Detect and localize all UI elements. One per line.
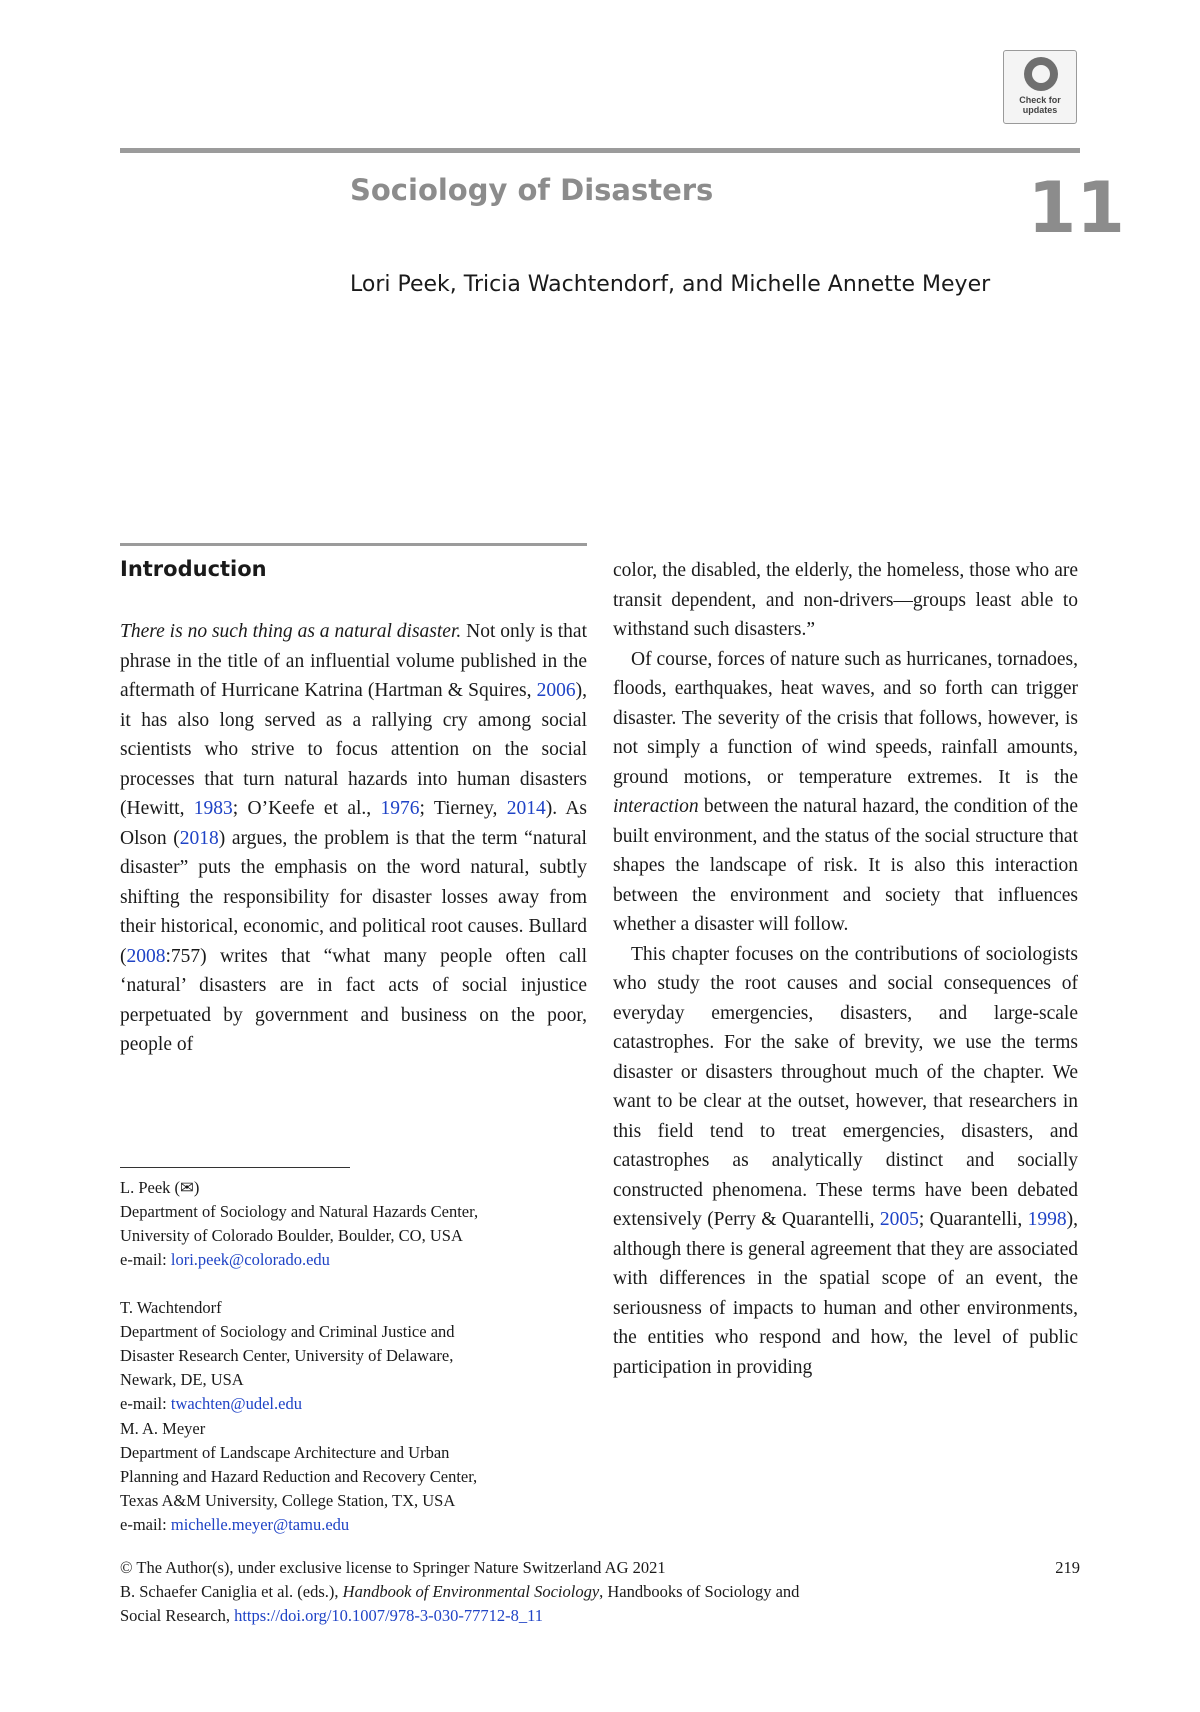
author-name: M. A. Meyer xyxy=(120,1419,206,1438)
email-label: e-mail: xyxy=(120,1515,171,1534)
check-for-updates-badge[interactable] xyxy=(1003,50,1077,124)
author-name: L. Peek (✉) xyxy=(120,1178,200,1197)
affiliation-peek xyxy=(120,1176,590,1272)
copyright-notice: © The Author(s), under exclusive license to Springer Nature Switzerland AG 2021 xyxy=(120,1558,666,1577)
citation-link[interactable]: 1983 xyxy=(193,798,233,819)
badge-label-line1: Check for xyxy=(1019,95,1061,105)
text-run: ; O’Keefe et al., xyxy=(232,798,381,819)
section-heading: Introduction xyxy=(120,557,267,581)
badge-label-line2: updates xyxy=(1022,105,1058,115)
affiliation-line: Newark, DE, USA xyxy=(120,1370,244,1389)
footnote-rule xyxy=(120,1167,350,1168)
text-run: ) argues, the problem is that the term “natural disaster” puts the emphasis on the word natural, subtly shifting the responsibility for disaster losses away from their historical, economic, and political root causes. Bullard ( xyxy=(120,827,587,967)
intro-paragraph xyxy=(120,617,587,1060)
affiliation-line: Department of Sociology and Natural Hazards Center, xyxy=(120,1202,479,1221)
paragraph-2 xyxy=(613,645,1078,940)
affiliation-line: Planning and Hazard Reduction and Recovery Center, xyxy=(120,1467,478,1486)
text-run: ), although there is general agreement that they are associated with differences in the spatial scope of an event, the seriousness of impacts to human and other environments, the entities who respond and how, the level of public participation in providing xyxy=(613,1209,1078,1378)
citation-link[interactable]: 2006 xyxy=(536,680,576,701)
citation-link[interactable]: 1976 xyxy=(380,798,420,819)
doi-link[interactable]: https://doi.org/10.1007/978-3-030-77712-8_11 xyxy=(234,1606,544,1625)
citation-link[interactable]: 2008 xyxy=(126,945,166,967)
text-run: Social Research, xyxy=(120,1606,235,1625)
text-run: , Handbooks of Sociology and xyxy=(599,1582,800,1601)
text-run: ). As Olson ( xyxy=(120,798,588,849)
right-column xyxy=(613,556,1078,1382)
page-number: 219 xyxy=(1055,1558,1080,1577)
citation-link[interactable]: 2018 xyxy=(179,827,219,849)
chapter-number: 11 xyxy=(1027,167,1125,249)
email-link[interactable]: michelle.meyer@tamu.edu xyxy=(170,1515,350,1534)
authors: Lori Peek, Tricia Wachtendorf, and Michelle Annette Meyer xyxy=(350,272,991,297)
affiliation-line: University of Colorado Boulder, Boulder, CO, USA xyxy=(120,1226,463,1245)
citation-link[interactable]: 2005 xyxy=(879,1209,919,1230)
affiliation-meyer xyxy=(120,1417,590,1537)
text-run: This chapter focuses on the contributions of sociologists who study the root causes and social consequences of everyday emergencies, disasters, and large-scale catastrophes. For the sake of brevity, we use the terms disaster or disasters throughout much of the chapter. We want to be clear at the outset, however, that researchers in this field tend to treat emergencies, disasters, and catastrophes as analytically distinct and socially constructed phenomena. These terms have been debated extensively (Perry & Quarantelli, xyxy=(613,943,1078,1230)
email-link[interactable]: lori.peek@colorado.edu xyxy=(170,1250,330,1269)
email-label: e-mail: xyxy=(120,1250,171,1269)
text-run: Not only is that phrase in the title of an influential volume published in the aftermath of Hurricane Katrina (Hartman & Squires, xyxy=(120,621,587,701)
email-link[interactable]: twachten@udel.edu xyxy=(170,1394,302,1413)
book-title: Handbook of Environmental Sociology xyxy=(342,1582,600,1601)
email-label: e-mail: xyxy=(120,1394,171,1413)
affiliation-line: Department of Landscape Architecture and Urban xyxy=(120,1443,450,1462)
text-run: ), it has also long served as a rallying cry among social scientists who strive to focus attention on the social processes that turn natural hazards into human disasters (Hewitt, xyxy=(120,680,587,819)
crossmark-icon xyxy=(1024,57,1058,91)
citation-link[interactable]: 1998 xyxy=(1027,1209,1067,1230)
paragraph-3 xyxy=(613,940,1078,1383)
chapter-title: Sociology of Disasters xyxy=(350,173,714,207)
email-line xyxy=(120,1248,590,1272)
title-rule xyxy=(120,148,1080,153)
author-name: T. Wachtendorf xyxy=(120,1298,222,1317)
affiliation-line: Disaster Research Center, University of Delaware, xyxy=(120,1346,454,1365)
affiliation-line: Department of Sociology and Criminal Justice and xyxy=(120,1322,455,1341)
text-run: ; Quarantelli, xyxy=(918,1209,1028,1230)
affiliation-line: Texas A&M University, College Station, TX, USA xyxy=(120,1491,456,1510)
text-run: Of course, forces of nature such as hurricanes, tornadoes, floods, earthquakes, heat waves, and so forth can trigger disaster. The severity of the crisis that follows, however, is not simply a function of wind speeds, rainfall amounts, ground motions, or temperature extremes. It is the xyxy=(613,648,1078,788)
text-run: :757) writes that “what many people often call ‘natural’ disasters are in fact acts of social injustice perpetuated by government and business on the poor, people of xyxy=(120,945,587,1055)
text-run: B. Schaefer Caniglia et al. (eds.), xyxy=(120,1582,343,1601)
paragraph-1: color, the disabled, the elderly, the homeless, those who are transit dependent, and non-drivers—groups least able to withstand such disasters.” xyxy=(613,560,1078,640)
affiliation-wachtendorf xyxy=(120,1296,590,1416)
citation-line-1 xyxy=(120,1580,799,1604)
section-rule xyxy=(120,543,587,546)
text-run: between the natural hazard, the condition of the built environment, and the status of the social structure that shapes the landscape of risk. It is also this interaction between the environment and society that influences whether a disaster will follow. xyxy=(613,796,1078,935)
italic-phrase: There is no such thing as a natural disaster. xyxy=(120,621,462,642)
italic-word: interaction xyxy=(613,796,699,817)
citation-line-2 xyxy=(120,1604,543,1628)
citation-link[interactable]: 2014 xyxy=(506,798,546,819)
email-line xyxy=(120,1513,590,1537)
email-line xyxy=(120,1392,590,1416)
text-run: ; Tierney, xyxy=(419,798,507,819)
left-column xyxy=(120,617,587,1060)
badge-label xyxy=(1004,95,1076,115)
